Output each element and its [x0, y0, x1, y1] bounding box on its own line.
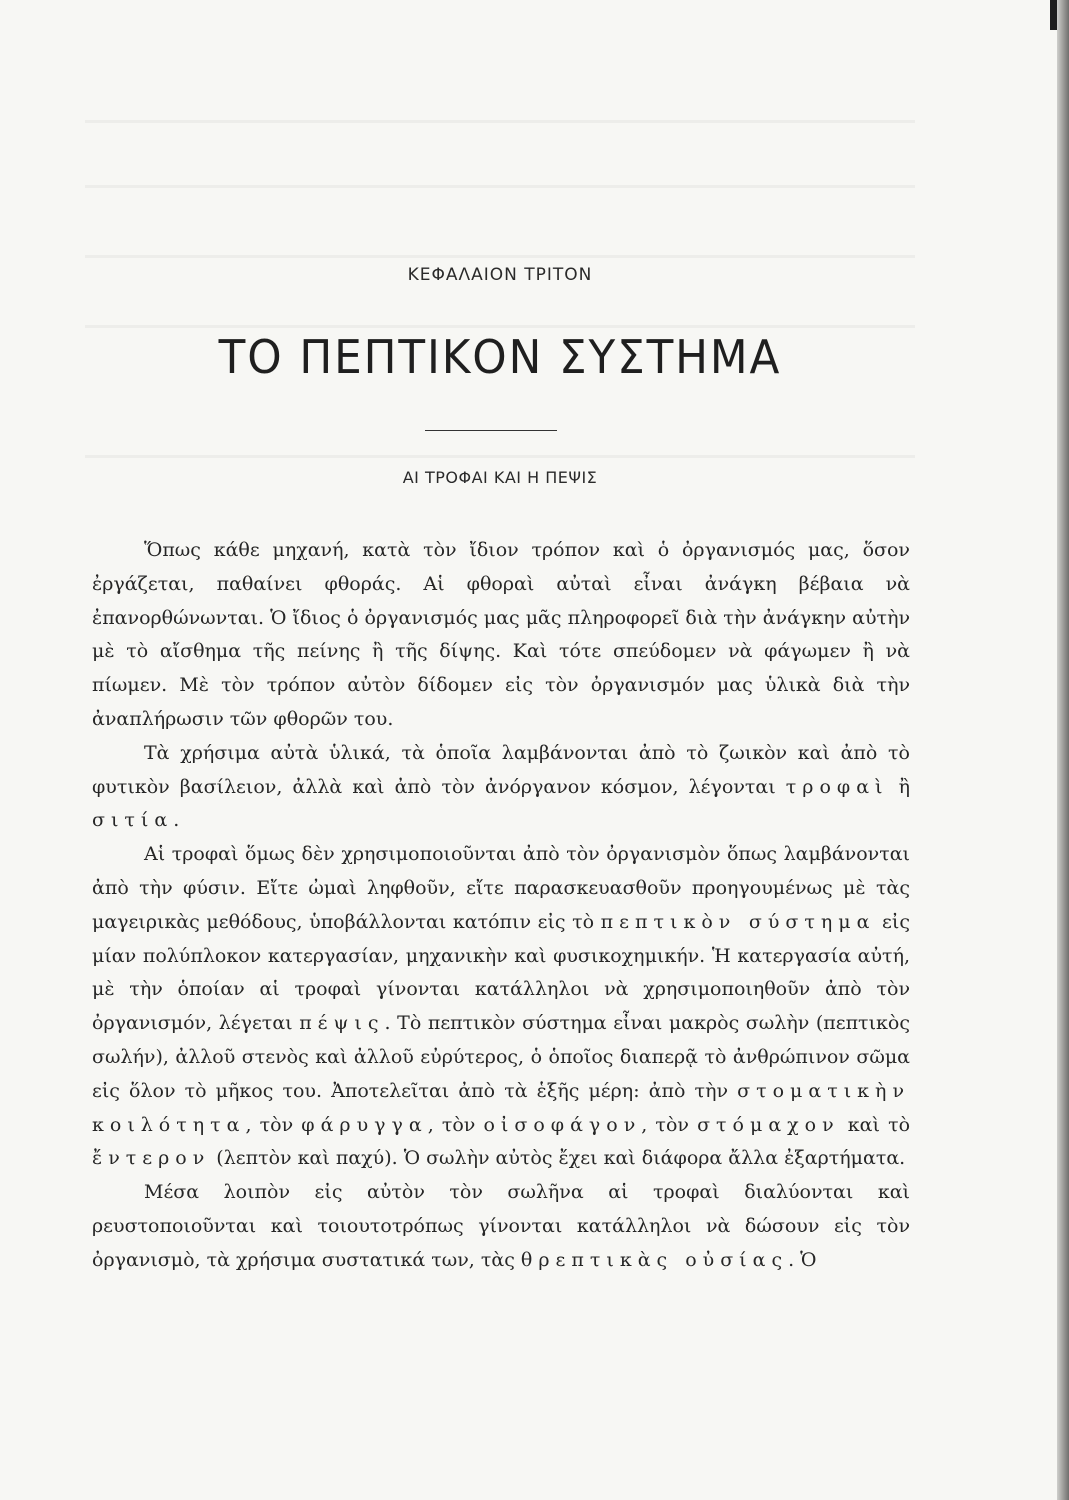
- spaced-term: φάρυγγα: [301, 1113, 428, 1136]
- title-divider: [425, 430, 557, 431]
- bleed-through-line: [85, 325, 915, 328]
- paragraph-text: (λεπτὸν καὶ παχύ). Ὁ σωλὴν αὐτὸς ἔχει καὶ διάφορα ἄλλα ἐξαρτήματα.: [210, 1147, 906, 1170]
- paragraph-text: . Ὁ: [788, 1248, 817, 1271]
- spaced-term: τροφαὶ: [785, 775, 889, 798]
- paragraph-text: , τὸν: [427, 1113, 484, 1136]
- chapter-label: ΚΕΦΑΛΑΙΟΝ ΤΡΙΤΟΝ: [407, 265, 593, 285]
- paragraph-text: Αἱ τροφαὶ ὅμως δὲν χρησιμοποιοῦνται ἀπὸ τὸν ὀργανισμὸν ὅπως λαμβάνονται ἀπὸ τὴν φύσιν. Εἴτε ὠμαὶ ληφθοῦν, εἴτε παρασκευασθοῦν προηγουμένως μὲ τὰς μαγειρικὰς μεθόδους, ὑποβάλλονται κατόπιν εἰς τὸ: [92, 843, 910, 933]
- spaced-term: πεπτικὸν σύστημα: [600, 910, 876, 933]
- spaced-term: οἰσοφάγον: [483, 1113, 642, 1136]
- paragraph: Ὅπως κάθε μηχανή, κατὰ τὸν ἴδιον τρόπον καὶ ὁ ὀργανισμός μας, ὅσον ἐργάζεται, παθαίνει φθοράς. Αἱ φθοραὶ αὐταὶ εἶναι ἀνάγκη βέβαια νὰ ἐπανορθώνωνται. Ὁ ἴδιος ὁ ὀργανισμός μας μᾶς πληροφορεῖ διὰ τὴν ἀνάγκην αὐτὴν μὲ τὸ αἴσθημα τῆς πείνης ἢ τῆς δίψης. Καὶ τότε σπεύδομεν νὰ φάγωμεν ἢ νὰ πίωμεν. Μὲ τὸν τρόπον αὐτὸν δίδομεν εἰς τὸν ὀργανισμόν μας ὑλικὰ διὰ τὴν ἀναπλήρωσιν τῶν φθορῶν του.: [92, 539, 910, 730]
- spaced-term: στόμαχον: [697, 1113, 840, 1136]
- spaced-term: σιτία: [92, 809, 174, 832]
- scan-edge-shadow: [1057, 0, 1069, 1500]
- bleed-through-line: [85, 255, 915, 258]
- paragraph-text: . Τὸ πεπτικὸν σύστημα εἶναι μακρὸς σωλὴν (πεπτικὸς σωλήν), ἀλλοῦ στενὸς καὶ ἀλλοῦ εὐρύτερος, ὁ ὁποῖος διαπερᾷ τὸ ἀνθρώπινον σῶμα εἰς ὅλον τὸ μῆκος του. Ἀποτελεῖται ἀπὸ τὰ ἑξῆς μέρη: ἀπὸ τὴν: [92, 1012, 910, 1102]
- body-text: [92, 534, 910, 1278]
- section-title: ΑΙ ΤΡΟΦΑΙ ΚΑΙ Η ΠΕΨΙΣ: [402, 468, 598, 487]
- bleed-through-line: [85, 120, 915, 123]
- spaced-term: ἔντερον: [92, 1147, 211, 1170]
- paragraph-text: καὶ τὸ: [839, 1113, 911, 1136]
- paragraph-text: .: [173, 809, 180, 832]
- spaced-term: στοματικὴν κοιλότητα: [92, 1079, 910, 1136]
- bleed-through-line: [85, 185, 915, 188]
- bleed-through-line: [85, 455, 915, 458]
- paragraph-text: Μέσα λοιπὸν εἰς αὐτὸν τὸν σωλῆνα αἱ τροφαὶ διαλύονται καὶ ρευστοποιοῦνται καὶ τοιουτοτρόπως γίνονται κατάλληλοι νὰ δώσουν εἰς τὸν ὀργανισμὸ, τὰ χρήσιμα συστατικά των, τὰς: [92, 1181, 910, 1271]
- paragraph: [92, 737, 910, 838]
- paragraph-text: , τὸν: [245, 1113, 302, 1136]
- spaced-term: θρεπτικὰς οὐσίας: [520, 1248, 789, 1271]
- spaced-term: πέψις: [299, 1012, 385, 1035]
- paragraph-text: εἰς μίαν πολύπλοκον κατεργασίαν, μηχανικὴν καὶ φυσικοχημικήν. Ἡ κατεργασία αὐτή, μὲ τὴν ὁποίαν αἱ τροφαὶ γίνονται κατάλληλοι νὰ χρησιμοποιηθοῦν ἀπὸ τὸν ὀργανισμόν, λέγεται: [92, 910, 910, 1035]
- chapter-title: ΤΟ ΠΕΠΤΙΚΟΝ ΣΥΣΤΗΜΑ: [218, 330, 782, 384]
- paragraph: [92, 1176, 910, 1277]
- paragraph-text: , τὸν: [641, 1113, 698, 1136]
- paragraph-text: Τὰ χρήσιμα αὐτὰ ὑλικά, τὰ ὁποῖα λαμβάνονται ἀπὸ τὸ ζωικὸν καὶ ἀπὸ τὸ φυτικὸν βασίλειον, ἀλλὰ καὶ ἀπὸ τὸν ἀνόργανον κόσμον, λέγονται: [92, 741, 910, 798]
- paragraph: [92, 838, 910, 1176]
- paragraph-text: ἢ: [888, 775, 910, 798]
